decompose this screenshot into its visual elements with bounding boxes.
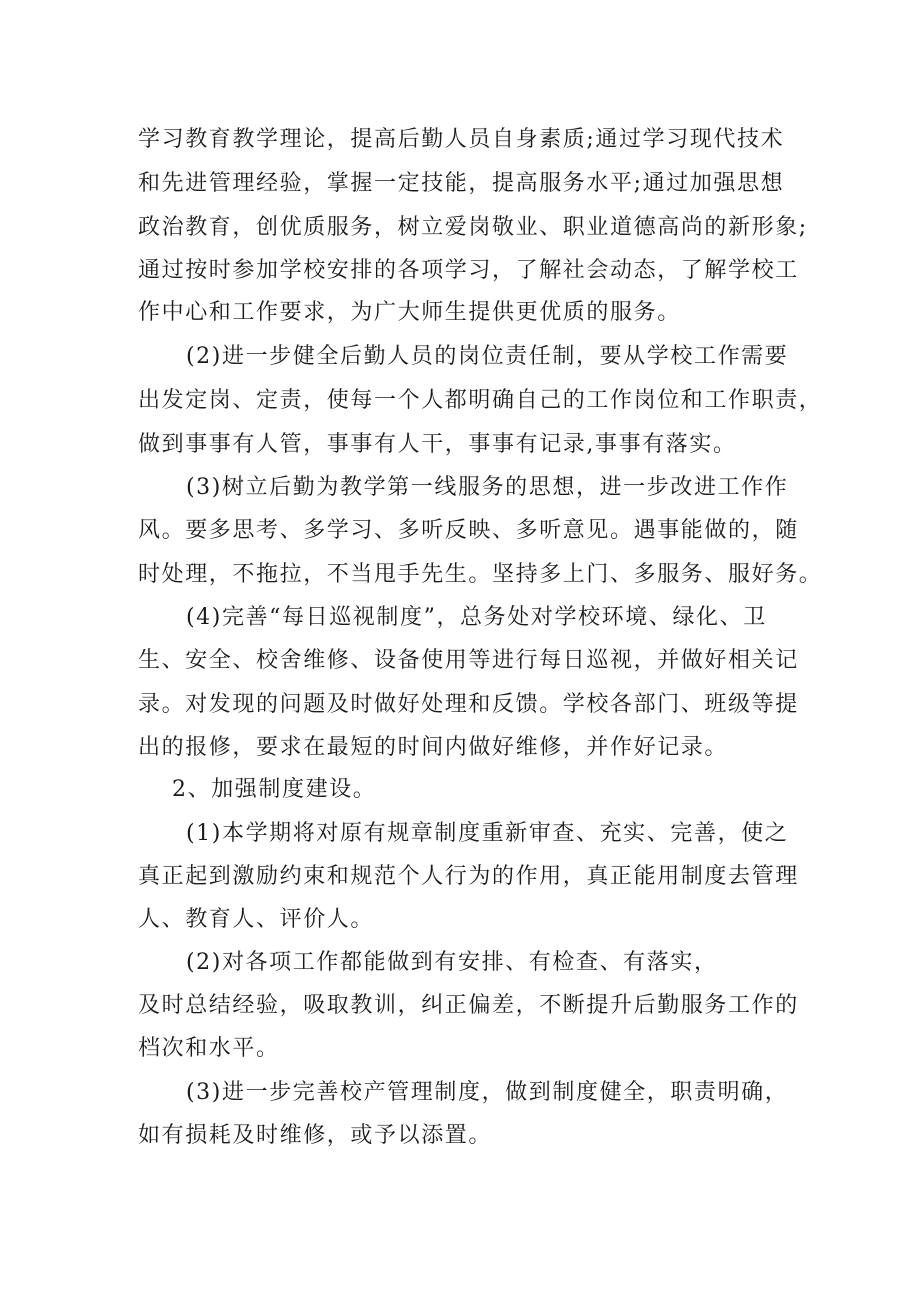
- paragraph-line: 做到事事有人管，事事有人干，事事有记录,事事有落实。: [138, 432, 737, 457]
- paragraph-line: 通过按时参加学校安排的各项学习，了解社会动态，了解学校工: [138, 258, 799, 283]
- paragraph-line: 时处理，不拖拉，不当甩手先生。坚持多上门、多服务、服好务。: [138, 562, 823, 587]
- paragraph-line: 生、安全、校舍维修、设备使用等进行每日巡视，并做好相关记: [138, 648, 799, 673]
- paragraph-line: 档次和水平。: [138, 1036, 280, 1061]
- paragraph-line: (2)对各项工作都能做到有安排、有检查、有落实，: [186, 950, 718, 975]
- paragraph-line: 真正起到激励约束和规范个人行为的作用，真正能用制度去管理: [138, 864, 799, 889]
- paragraph-line: 学习教育教学理论，提高后勤人员自身素质;通过学习现代技术: [138, 127, 785, 152]
- section-heading: 2、加强制度建设。: [172, 777, 377, 802]
- paragraph-line: (3)进一步完善校产管理制度，做到制度健全，职责明确，: [186, 1080, 789, 1105]
- paragraph-line: 出的报修，要求在最短的时间内做好维修，并作好记录。: [138, 735, 729, 760]
- paragraph-line: 政治教育，创优质服务，树立爱岗敬业、职业道德高尚的新形象;: [138, 215, 808, 240]
- paragraph-line: 及时总结经验，吸取教训，纠正偏差，不断提升后勤服务工作的: [138, 993, 799, 1018]
- paragraph-line: (2)进一步健全后勤人员的岗位责任制，要从学校工作需要: [186, 344, 789, 369]
- paragraph-line: (3)树立后勤为教学第一线服务的思想，进一步改进工作作: [186, 475, 789, 500]
- paragraph-line: (4)完善“每日巡视制度”，总务处对学校环境、绿化、卫: [186, 605, 767, 630]
- paragraph-line: 如有损耗及时维修，或予以添置。: [138, 1123, 493, 1148]
- paragraph-line: 录。对发现的问题及时做好处理和反馈。学校各部门、班级等提: [138, 692, 799, 717]
- paragraph-line: 和先进管理经验，掌握一定技能，提高服务水平;通过加强思想: [138, 171, 785, 196]
- paragraph-line: 出发定岗、定责，使每一个人都明确自己的工作岗位和工作职责，: [138, 388, 823, 413]
- paragraph-line: 作中心和工作要求，为广大师生提供更优质的服务。: [138, 300, 681, 325]
- paragraph-line: 风。要多思考、多学习、多听反映、多听意见。遇事能做的，随: [138, 518, 799, 543]
- paragraph-line: 人、教育人、评价人。: [138, 907, 375, 932]
- paragraph-line: (1)本学期将对原有规章制度重新审查、充实、完善，使之: [186, 821, 789, 846]
